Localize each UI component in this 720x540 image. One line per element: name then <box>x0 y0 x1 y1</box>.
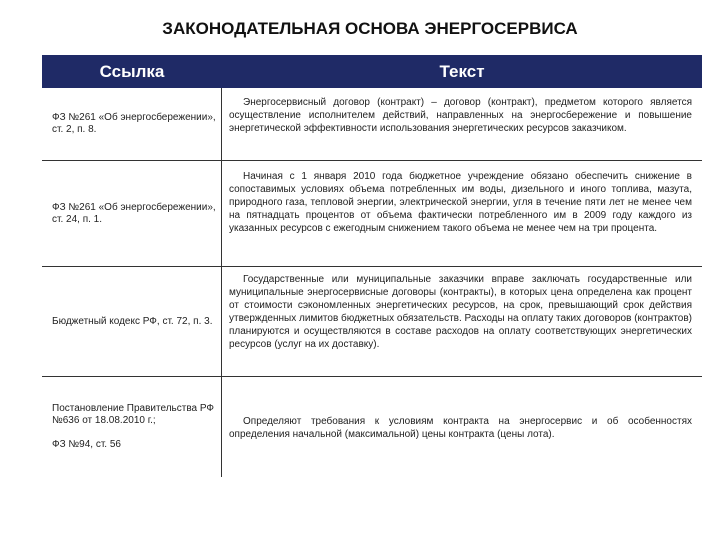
text-cell: Энергосервисный договор (контракт) – договор (контракт), предметом которого является осуществление исполнителем действий, направленных на энергосбережение и повышение энергетической эффективности использования энергетических ресурсов заказчиком. <box>229 97 692 134</box>
page-title: ЗАКОНОДАТЕЛЬНАЯ ОСНОВА ЭНЕРГОСЕРВИСА <box>162 19 578 38</box>
column-header-reference: Ссылка <box>99 61 165 81</box>
text-cell: Государственные или муниципальные заказчики вправе заключать государственные или муниципальные энергосервисные договоры (контракты), в которых цена определена как процент от стоимости сэкономленных энергетических ресурсов, на срок, превышающий срок действия утвержденных лимитов бюджетных обязательств. Расходы на оплату таких договоров (контрактов) планируются и осуществляются в составе расходов на оплату соответствующих энергетических ресурсов (услуг на их доставку). <box>229 274 692 350</box>
table-row <box>42 161 702 267</box>
reference-text: Бюджетный кодекс РФ, ст. 72, п. 3. <box>52 315 213 327</box>
reference-text: ФЗ №261 «Об энергосбережении», ст. 24, п. 1. <box>52 201 216 225</box>
reference-cell <box>42 377 222 477</box>
reference-cell <box>42 267 222 376</box>
reference-text: Постановление Правительства РФ №636 от 18.08.2010 г.; <box>52 403 215 426</box>
column-header-text: Текст <box>439 61 485 81</box>
legal-basis-table <box>42 55 702 477</box>
table-row <box>42 267 702 377</box>
reference-cell <box>42 161 222 266</box>
reference-cell <box>42 88 222 160</box>
reference-text-secondary: ФЗ №94, ст. 56 <box>52 439 121 450</box>
table-row <box>42 88 702 161</box>
table-row <box>42 377 702 477</box>
reference-text: ФЗ №261 «Об энергосбережении», ст. 2, п. 8. <box>52 112 216 135</box>
text-cell: Определяют требования к условиям контракта на энергосервис и об особенностях определения начальной (максимальной) цены контракта (цены лота). <box>229 416 692 440</box>
text-cell: Начиная с 1 января 2010 года бюджетное учреждение обязано обеспечить снижение в сопоставимых условиях объема потребленных им воды, дизельного и иного топлива, мазута, природного газа, тепловой энергии, электрической энергии, угля в течение пяти лет не менее чем на пятнадцать процентов от объема фактически потребленного им в 2009 году каждого из указанных ресурсов с ежегодным снижением такого объема не менее чем на три процента. <box>229 171 692 234</box>
table-header <box>42 55 702 88</box>
